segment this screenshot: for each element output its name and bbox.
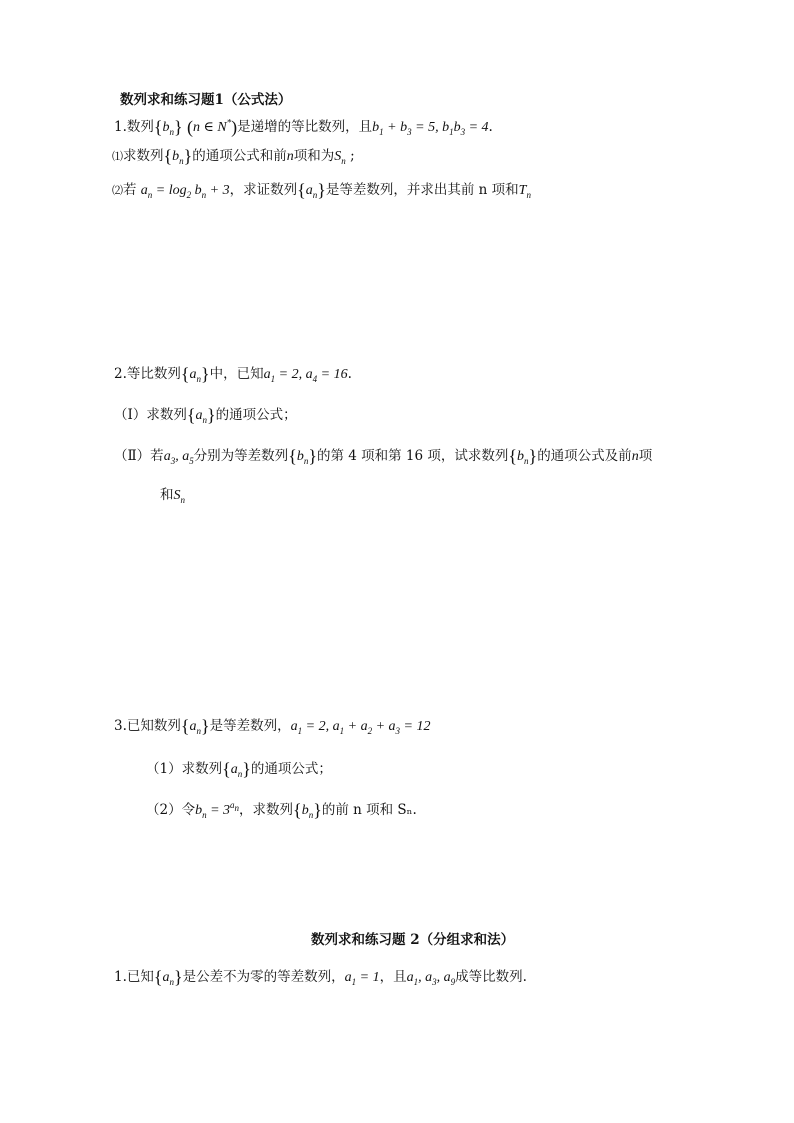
domain-condition: (n ∈ N*) — [186, 117, 238, 137]
seq-an: $\{a_n\}$ — [222, 759, 251, 779]
terms-a3-a5: $a_3$, $a_5$ — [163, 449, 194, 466]
text: 是等差数列，并求出其前 n 项和 — [325, 182, 519, 198]
seq-an: $\{a_n\}$ — [180, 716, 210, 736]
text: 的前 n 项和 Sₙ. — [321, 802, 417, 818]
text: ，求证数列 — [229, 182, 298, 198]
text: 求数列 — [123, 148, 164, 164]
text: 是等差数列， — [209, 718, 291, 734]
text: 的第 4 项和第 16 项，试求数列 — [316, 448, 509, 464]
text: ，求数列 — [239, 802, 294, 818]
sum-sn: $S_n$ — [173, 488, 185, 505]
text: （Ⅰ）求数列 — [114, 407, 187, 423]
seq-bn: $\{b_n\}$ — [163, 146, 193, 166]
text: 是递增的等比数列，且 — [237, 119, 373, 135]
condition-formula: $b_1 + b_3 = 5$, $b_1b_3 = 4$ — [372, 120, 489, 137]
seq-bn: $\{b_n\}$ — [288, 446, 317, 466]
section-title-group-sum: 数列求和练习题 2（分组求和法） — [311, 932, 515, 948]
problem-1-sub-1: ⑴求数列$\{b_n\}$的通项公式和前n项和为$S_n$ ; — [112, 146, 355, 166]
text: 的通项公式； — [250, 761, 332, 777]
var-n: n — [631, 449, 639, 464]
exp-formula: $b_n = 3^{a_n}$ — [195, 800, 240, 820]
seq-an: $\{a_n\}$ — [153, 967, 183, 987]
seq-bn: $\{b_n\}$ — [293, 800, 322, 820]
text: （1）求数列 — [146, 761, 223, 777]
text: 的通项公式及前 — [537, 448, 632, 464]
problem-3-statement — [114, 716, 430, 738]
seq-bn: $\{b_n\}$ — [153, 117, 183, 137]
text: 若 — [123, 182, 137, 198]
problem-1-sub-2 — [112, 180, 531, 202]
problem-1-statement: 1.数列$\{b_n\}$ (n ∈ N*)是递增的等比数列，且$b_1 + b_3 = 5$, $b_1b_3 = 4$. — [114, 117, 493, 137]
problem-3-sub-1 — [146, 759, 332, 781]
text: （2）令 — [146, 802, 196, 818]
sum-sn: $S_n$ — [334, 149, 346, 166]
problem-2-sub-2 — [114, 446, 652, 468]
problem-number: 2. — [114, 366, 127, 382]
seq-an: $\{a_n\}$ — [297, 180, 326, 200]
sub-number: ⑴ — [112, 150, 123, 163]
problem-2-statement: 2.等比数列$\{a_n\}$中，已知$a_1 = 2$, $a_4 = 16$. — [114, 364, 352, 384]
seq-an: $\{a_n\}$ — [180, 364, 210, 384]
problem-number: 1. — [114, 969, 127, 985]
condition-formula: $a_1 = 1$ — [344, 970, 380, 987]
text: 是公差不为零的等差数列， — [182, 969, 345, 985]
text: 中，已知 — [209, 366, 264, 382]
log-formula: $a_n = \log_2 b_n + 3$ — [140, 183, 230, 200]
text: 已知数列 — [126, 718, 181, 734]
problem-number: 3. — [114, 718, 127, 734]
text: 项 — [638, 448, 653, 464]
text: 的通项公式和前 — [192, 148, 287, 164]
text: 的通项公式； — [215, 407, 297, 423]
seq-bn: $\{b_n\}$ — [508, 446, 538, 466]
section-title-formula-method: 数列求和练习题1（公式法） — [120, 92, 292, 108]
text: 数列 — [126, 119, 154, 135]
var-n: n — [286, 149, 294, 164]
seq-an: $\{a_n\}$ — [186, 405, 216, 425]
sum-tn: $T_n$ — [518, 183, 531, 200]
text: 等比数列 — [126, 366, 181, 382]
text: 项和为 — [293, 148, 335, 164]
problem-number: 1. — [114, 119, 127, 135]
terms-a1-a3-a9: $a_1$, $a_3$, $a_9$ — [406, 970, 456, 987]
text: ，且 — [379, 969, 407, 985]
problem-4-statement — [114, 967, 527, 989]
text: （Ⅱ）若 — [114, 448, 164, 464]
problem-2-sub-2-cont — [160, 487, 185, 506]
text: 成等比数列. — [455, 969, 527, 985]
condition-formula: $a_1 = 2$, $a_4 = 16$ — [263, 367, 348, 384]
problem-2-sub-1 — [114, 405, 297, 427]
condition-formula: $a_1 = 2$, $a_1 + a_2 + a_3 = 12$ — [290, 719, 431, 736]
text: 分别为等差数列 — [193, 448, 289, 464]
text: 已知 — [126, 969, 154, 985]
problem-3-sub-2 — [146, 800, 417, 822]
text: 和 — [160, 487, 174, 503]
sub-number: ⑵ — [112, 184, 123, 197]
